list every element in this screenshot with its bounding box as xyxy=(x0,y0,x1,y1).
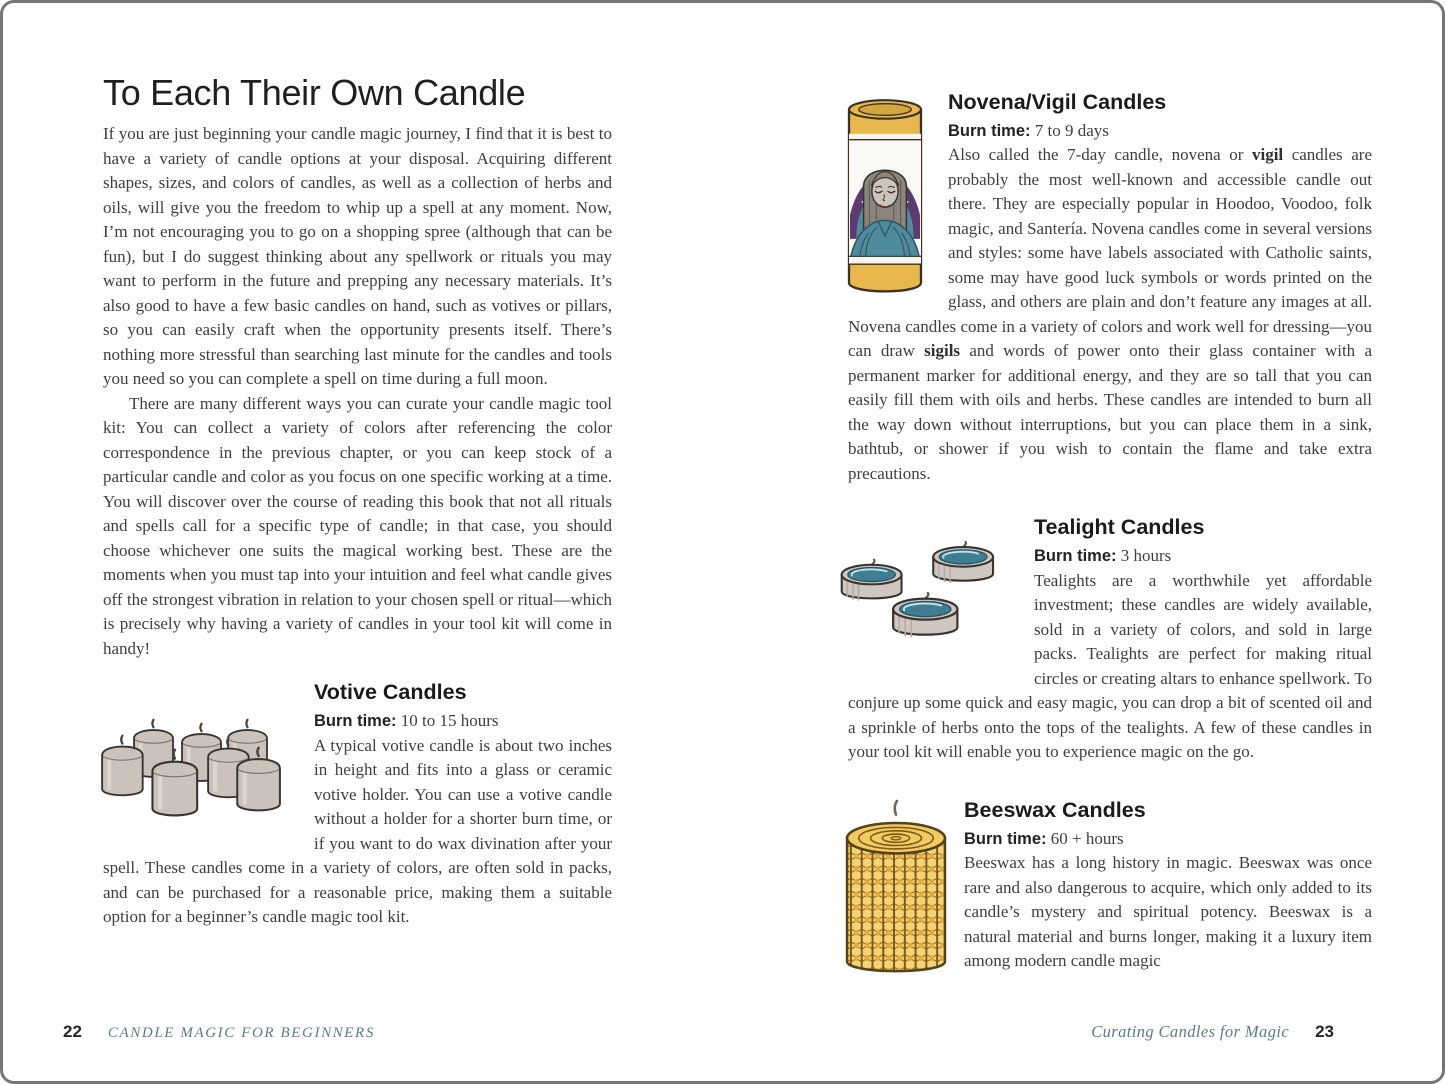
novena-section xyxy=(848,89,1372,486)
burn-time-value: 7 to 9 days xyxy=(1030,120,1109,140)
page-number-left: 22 xyxy=(63,1022,82,1041)
burn-time-label: Burn time: xyxy=(1034,547,1117,566)
burn-time-label: Burn time: xyxy=(314,712,397,731)
bold-term-vigil: vigil xyxy=(1251,145,1284,165)
burn-time-value: 60 + hours xyxy=(1046,828,1124,848)
intro-paragraph-2: There are many different ways you can curate your candle magic tool kit: You can collect a variety of colors after referencing the color correspondence in the previous chapter, or you can keep stock of a particular candle and color as you focus on one specific working at a time. You will discover over the course of reading this book that not all rituals and spells call for a specific type of candle; in that case, you should choose whichever one suits the magical working best. These are the moments when you must tap into your intuition and feel what candle gives off the strongest vibration in relation to your chosen spell or ritual—which is precisely why having a variety of candles in your tool kit will come in handy! xyxy=(103,393,612,658)
burn-time-value: 10 to 15 hours xyxy=(396,711,499,731)
tealight-body: Tealights are a worthwhile yet affordable investment; these candles are widely available, sold in a variety of colors, and sold in large packs. Tealights are perfect for making ritual circles or creating altars to enhance spellwork. To conjure up some quick and easy magic, you can drop a bit of scented oil and a sprinkle of herbs onto the tops of the tealights. A few of these candles in your tool kit will enable you to experience magic on the go. xyxy=(848,570,1372,762)
beeswax-body: Beeswax has a long history in magic. Beeswax was once rare and also dangerous to acquire, which only added to its candle’s mystery and spiritual potency. Beeswax is a natural material and burns longer, making it a luxury item among modern candle magic xyxy=(964,853,1372,971)
right-page xyxy=(848,89,1372,995)
burn-time-value: 3 hours xyxy=(1116,546,1172,566)
burn-time-label: Burn time: xyxy=(964,829,1047,848)
left-footer xyxy=(63,1022,375,1042)
votive-section xyxy=(103,679,612,929)
votive-candles-illustration xyxy=(93,705,288,837)
burn-time-label: Burn time: xyxy=(948,121,1031,140)
beeswax-section xyxy=(848,797,1372,995)
tealight-section xyxy=(848,514,1372,764)
votive-heading: Votive Candles xyxy=(314,680,467,705)
left-page xyxy=(103,73,612,930)
beeswax-candle-illustration xyxy=(840,799,952,987)
tealight-heading: Tealight Candles xyxy=(1034,515,1205,540)
tealight-candles-illustration xyxy=(838,534,1020,660)
beeswax-heading: Beeswax Candles xyxy=(964,797,1146,822)
right-footer xyxy=(1091,1022,1334,1042)
running-title-right: Curating Candles for Magic xyxy=(1091,1022,1290,1041)
running-title-left: CANDLE MAGIC FOR BEGINNERS xyxy=(107,1025,375,1041)
votive-body: A typical votive candle is about two inches in height and fits into a glass or ceramic votive holder. You can use a votive candle without a holder for a shorter burn time, or if you want to do wax divination after your spell. These candles come in a variety of colors, are often sold in packs, and can be purchased for a reasonable price, making them a suitable option for a beginner’s candle magic tool kit. xyxy=(103,735,612,927)
novena-body: Also called the 7-day candle, novena or vigil candles are probably the most well-known and accessible candle out there. They are especially popular in Hoodoo, Voodoo, folk magic, and Santería. Novena candles come in several versions and styles: some have labels associated with Catholic saints, some may have good luck symbols or words printed on the glass, and others are plain and don’t feature any images at all. Novena candles come in a variety of colors and work well for dressing—you can draw sigils and words of power onto their glass container with a permanent marker for additional energy, and they are so tall that you can easily fill them with oils and herbs. These candles are intended to burn all the way down without interruptions, but you can place them in a sink, bathtub, or shower if you wish to contain the flame and take extra precautions. xyxy=(848,145,1372,483)
chapter-title: To Each Their Own Candle xyxy=(103,72,526,113)
novena-heading: Novena/Vigil Candles xyxy=(948,90,1167,114)
novena-candle-illustration xyxy=(836,91,934,305)
intro-paragraph-1: If you are just beginning your candle magic journey, I find that it is best to have a variety of candle options at your disposal. Acquiring different shapes, sizes, and colors of candles, as well as a collection of herbs and oils, will give you the freedom to whip up a spell at any moment. Now, I’m not encouraging you to go on a shopping spree (although that can be fun), but I do suggest thinking about any spellwork or rituals you may want to perform in the future and prepping any necessary materials. It’s also good to have a few basic candles on hand, such as votives or pillars, so you can easily craft when the opportunity presents itself. There’s nothing more stressful than searching last minute for the candles and tools you need so you can complete a spell on time during a full moon. xyxy=(103,124,612,389)
bold-term-sigils: sigils xyxy=(924,341,961,361)
page-number-right: 23 xyxy=(1315,1022,1334,1041)
